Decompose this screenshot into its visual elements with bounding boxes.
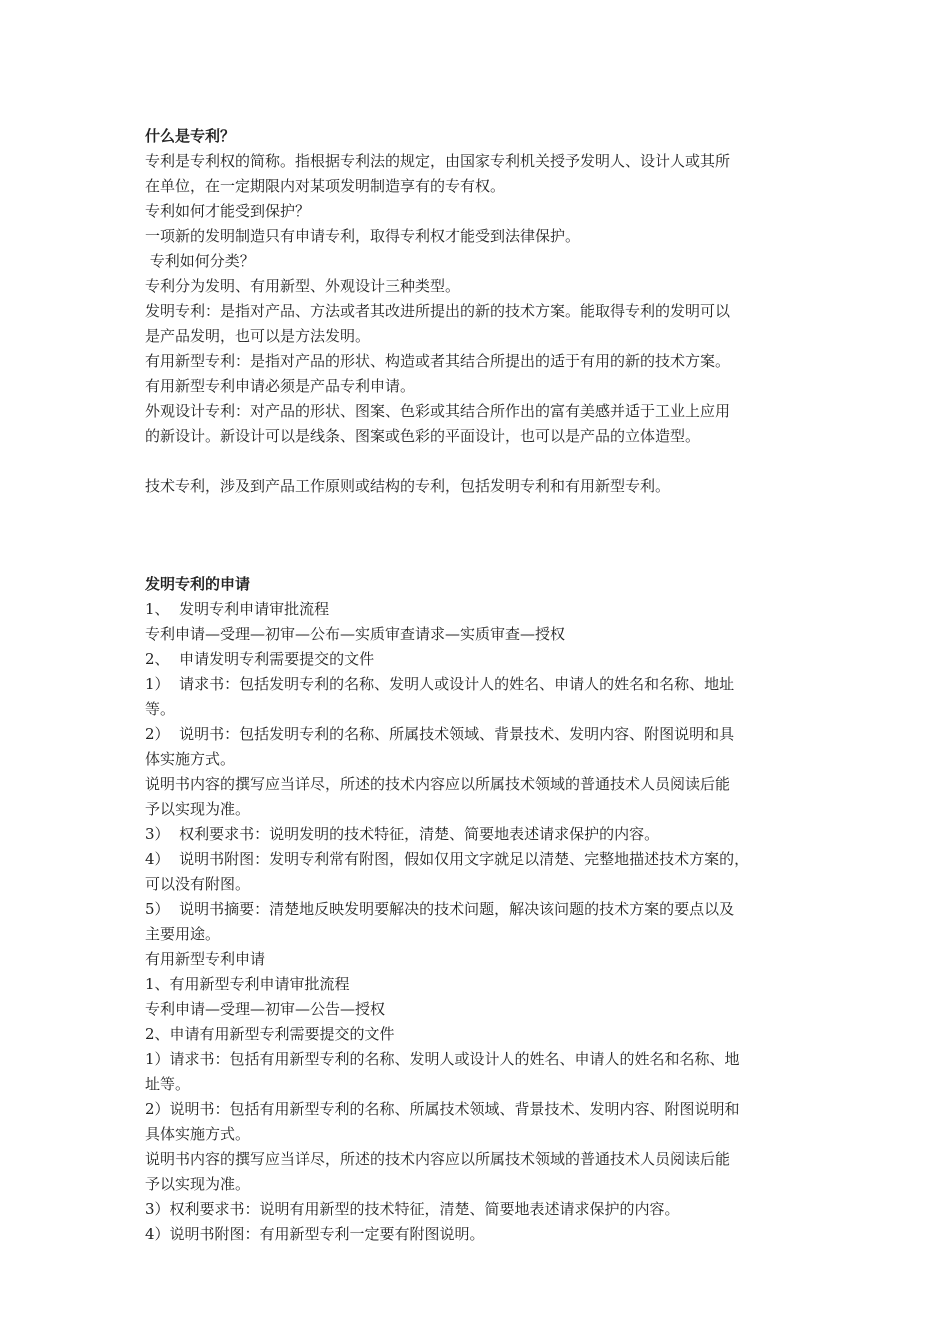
paragraph-line: 专利申请—受理—初审—公告—授权 bbox=[145, 1000, 386, 1018]
paragraph-line: 1、 发明专利申请审批流程 bbox=[145, 600, 330, 618]
paragraph-line: 说明书内容的撰写应当详尽，所述的技术内容应以所属技术领域的普通技术人员阅读后能 bbox=[145, 775, 731, 793]
paragraph-line: 有用新型专利申请必须是产品专利申请。 bbox=[145, 377, 416, 395]
paragraph-line: 主要用途。 bbox=[145, 925, 221, 943]
paragraph-line: 说明书内容的撰写应当详尽，所述的技术内容应以所属技术领域的普通技术人员阅读后能 bbox=[145, 1150, 731, 1168]
paragraph-line: 有用新型专利：是指对产品的形状、构造或者其结合所提出的适于有用的新的技术方案。 bbox=[145, 352, 731, 370]
paragraph-line: 可以没有附图。 bbox=[145, 875, 251, 893]
paragraph-line: 2、 申请发明专利需要提交的文件 bbox=[145, 650, 375, 668]
paragraph-line: 2、申请有用新型专利需要提交的文件 bbox=[145, 1025, 395, 1043]
paragraph-line: 予以实现为准。 bbox=[145, 800, 251, 818]
paragraph-line: 等。 bbox=[145, 700, 176, 718]
section-title-what-is-patent: 什么是专利？ bbox=[145, 127, 236, 145]
spacer bbox=[145, 547, 825, 572]
paragraph-line: 专利如何才能受到保护？ bbox=[145, 202, 311, 220]
document-page bbox=[145, 124, 825, 1247]
paragraph-line: 一项新的发明制造只有申请专利，取得专利权才能受到法律保护。 bbox=[145, 227, 581, 245]
section1-body bbox=[145, 149, 825, 449]
subsection-title-utility-model: 有用新型专利申请 bbox=[145, 950, 266, 968]
section-title-invention-application: 发明专利的申请 bbox=[145, 575, 251, 593]
paragraph-line: 具体实施方式。 bbox=[145, 1125, 251, 1143]
paragraph-line: 在单位，在一定期限内对某项发明制造享有的专有权。 bbox=[145, 177, 506, 195]
paragraph-line: 2）说明书：包括有用新型专利的名称、所属技术领域、背景技术、发明内容、附图说明和 bbox=[145, 1100, 740, 1118]
paragraph-line: 发明专利：是指对产品、方法或者其改进所提出的新的技术方案。能取得专利的发明可以 bbox=[145, 302, 731, 320]
paragraph-line: 2） 说明书：包括发明专利的名称、所属技术领域、背景技术、发明内容、附图说明和具 bbox=[145, 725, 735, 743]
paragraph-line: 1） 请求书：包括发明专利的名称、发明人或设计人的姓名、申请人的姓名和名称、地址 bbox=[145, 675, 735, 693]
paragraph-line: 专利是专利权的简称。指根据专利法的规定，由国家专利机关授予发明人、设计人或其所 bbox=[145, 152, 731, 170]
paragraph-line: 1、有用新型专利申请审批流程 bbox=[145, 975, 350, 993]
paragraph-line: 专利如何分类？ bbox=[145, 252, 255, 270]
paragraph-line: 3）权利要求书：说明有用新型的技术特征，清楚、简要地表述请求保护的内容。 bbox=[145, 1200, 680, 1218]
paragraph-line: 3） 权利要求书：说明发明的技术特征，清楚、简要地表述请求保护的内容。 bbox=[145, 825, 660, 843]
paragraph-line: 4）说明书附图：有用新型专利一定要有附图说明。 bbox=[145, 1225, 485, 1243]
paragraph-line: 专利分为发明、有用新型、外观设计三种类型。 bbox=[145, 277, 461, 295]
paragraph-line: 予以实现为准。 bbox=[145, 1175, 251, 1193]
paragraph-line: 1）请求书：包括有用新型专利的名称、发明人或设计人的姓名、申请人的姓名和名称、地 bbox=[145, 1050, 740, 1068]
paragraph-line: 外观设计专利：对产品的形状、图案、色彩或其结合所作出的富有美感并适于工业上应用 bbox=[145, 402, 731, 420]
paragraph-line: 5） 说明书摘要：清楚地反映发明要解决的技术问题，解决该问题的技术方案的要点以及 bbox=[145, 900, 735, 918]
section2-body bbox=[145, 597, 825, 1247]
paragraph-line: 址等。 bbox=[145, 1075, 191, 1093]
paragraph-line: 4） 说明书附图：发明专利常有附图，假如仅用文字就足以清楚、完整地描述技术方案的， bbox=[145, 850, 750, 868]
paragraph-line: 体实施方式。 bbox=[145, 750, 236, 768]
spacer bbox=[145, 499, 825, 547]
paragraph-line: 专利申请—受理—初审—公布—实质审查请求—实质审查—授权 bbox=[145, 625, 566, 643]
summary-line: 技术专利，涉及到产品工作原则或结构的专利，包括发明专利和有用新型专利。 bbox=[145, 477, 671, 495]
spacer bbox=[145, 449, 825, 474]
paragraph-line: 是产品发明，也可以是方法发明。 bbox=[145, 327, 371, 345]
paragraph-line: 的新设计。新设计可以是线条、图案或色彩的平面设计，也可以是产品的立体造型。 bbox=[145, 427, 701, 445]
